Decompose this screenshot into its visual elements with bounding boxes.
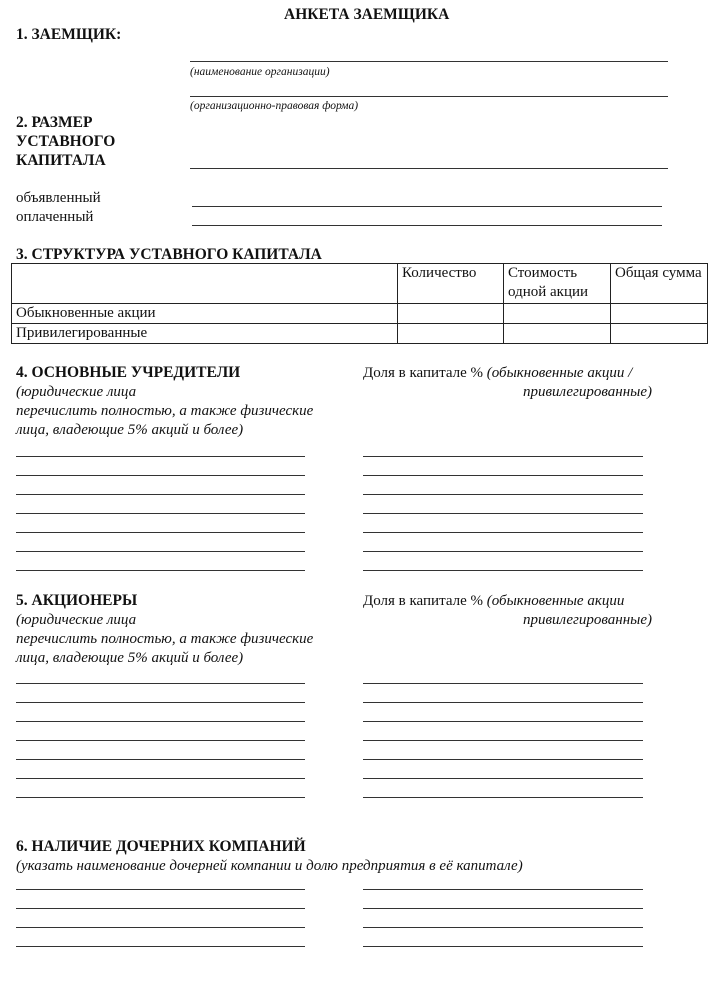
- paid-capital-field[interactable]: [192, 225, 662, 226]
- table-cell: Привилегированные: [12, 324, 398, 344]
- table-cell[interactable]: [398, 324, 504, 344]
- table-cell[interactable]: [504, 304, 611, 324]
- table-cell[interactable]: [611, 304, 708, 324]
- table-header-cell: [12, 264, 398, 304]
- founder-name-field[interactable]: [16, 513, 305, 514]
- borrower-name-hint: (наименование организации): [190, 66, 330, 78]
- shareholder-share-field[interactable]: [363, 797, 643, 798]
- table-cell[interactable]: [504, 324, 611, 344]
- section-5-note: лица, владеющие 5% акций и более): [16, 650, 244, 666]
- share-note: (обыкновенные акции: [486, 593, 625, 609]
- section-5-note: (юридические лица: [16, 612, 137, 628]
- document-title: АНКЕТА ЗАЕМЩИКА: [284, 6, 450, 23]
- founder-share-field[interactable]: [363, 475, 643, 476]
- table-header-cell: Стоимость одной акции: [504, 264, 611, 304]
- shareholder-share-field[interactable]: [363, 702, 643, 703]
- share-note: (обыкновенные акции /: [486, 365, 633, 381]
- founder-share-field[interactable]: [363, 570, 643, 571]
- shareholder-name-field[interactable]: [16, 759, 305, 760]
- subsidiary-name-field[interactable]: [16, 927, 305, 928]
- shareholder-name-field[interactable]: [16, 702, 305, 703]
- share-label: Доля в капитале %: [363, 593, 483, 609]
- capital-structure-table: [11, 263, 708, 344]
- table-row: [12, 304, 708, 324]
- founder-share-field[interactable]: [363, 494, 643, 495]
- subsidiary-share-field[interactable]: [363, 908, 643, 909]
- section-2-heading-line3: КАПИТАЛА: [16, 152, 106, 169]
- section-5-share-label: [363, 592, 624, 610]
- share-label: Доля в капитале %: [363, 365, 483, 381]
- section-4-heading: 4. ОСНОВНЫЕ УЧРЕДИТЕЛИ: [16, 364, 241, 381]
- founder-name-field[interactable]: [16, 532, 305, 533]
- declared-label: объявленный: [16, 190, 101, 206]
- shareholder-share-field[interactable]: [363, 759, 643, 760]
- declared-capital-field[interactable]: [192, 206, 662, 207]
- section-4-share-label: [363, 364, 632, 382]
- subsidiary-share-field[interactable]: [363, 946, 643, 947]
- founder-share-field[interactable]: [363, 551, 643, 552]
- founder-share-field[interactable]: [363, 456, 643, 457]
- shareholder-share-field[interactable]: [363, 778, 643, 779]
- section-6-note: (указать наименование дочерней компании и долю предприятия в её капитале): [16, 858, 523, 874]
- section-2-heading-line1: 2. РАЗМЕР: [16, 114, 93, 131]
- shareholder-share-field[interactable]: [363, 740, 643, 741]
- shareholder-share-field[interactable]: [363, 683, 643, 684]
- founder-name-field[interactable]: [16, 475, 305, 476]
- shareholder-name-field[interactable]: [16, 683, 305, 684]
- subsidiary-share-field[interactable]: [363, 927, 643, 928]
- founder-share-field[interactable]: [363, 513, 643, 514]
- shareholder-name-field[interactable]: [16, 778, 305, 779]
- section-4-note: перечислить полностью, а также физические: [16, 403, 314, 419]
- table-header-cell: Общая сумма: [611, 264, 708, 304]
- subsidiary-share-field[interactable]: [363, 889, 643, 890]
- section-4-note: (юридические лица: [16, 384, 137, 400]
- section-6-heading: 6. НАЛИЧИЕ ДОЧЕРНИХ КОМПАНИЙ: [16, 838, 306, 855]
- founder-share-field[interactable]: [363, 532, 643, 533]
- founder-name-field[interactable]: [16, 494, 305, 495]
- charter-capital-field[interactable]: [190, 168, 668, 169]
- section-3-heading: 3. СТРУКТУРА УСТАВНОГО КАПИТАЛА: [16, 246, 322, 263]
- share-note: привилегированные): [522, 612, 652, 628]
- legal-form-hint: (организационно-правовая форма): [190, 100, 359, 112]
- founder-name-field[interactable]: [16, 570, 305, 571]
- shareholder-share-field[interactable]: [363, 721, 643, 722]
- table-header-row: [12, 264, 708, 304]
- table-cell: Обыкновенные акции: [12, 304, 398, 324]
- shareholder-name-field[interactable]: [16, 721, 305, 722]
- table-cell[interactable]: [398, 304, 504, 324]
- table-header-cell: Количество: [398, 264, 504, 304]
- subsidiary-name-field[interactable]: [16, 946, 305, 947]
- section-5-note: перечислить полностью, а также физические: [16, 631, 314, 647]
- section-2-heading-line2: УСТАВНОГО: [16, 133, 116, 150]
- table-cell[interactable]: [611, 324, 708, 344]
- shareholder-name-field[interactable]: [16, 740, 305, 741]
- shareholder-name-field[interactable]: [16, 797, 305, 798]
- subsidiary-name-field[interactable]: [16, 908, 305, 909]
- founder-name-field[interactable]: [16, 456, 305, 457]
- founder-name-field[interactable]: [16, 551, 305, 552]
- table-row: [12, 324, 708, 344]
- section-4-note: лица, владеющие 5% акций и более): [16, 422, 244, 438]
- section-5-heading: 5. АКЦИОНЕРЫ: [16, 592, 138, 609]
- share-note: привилегированные): [522, 384, 652, 400]
- subsidiary-name-field[interactable]: [16, 889, 305, 890]
- borrower-name-field[interactable]: [190, 61, 668, 62]
- section-1-heading: 1. ЗАЕМЩИК:: [16, 26, 122, 43]
- paid-label: оплаченный: [16, 209, 94, 225]
